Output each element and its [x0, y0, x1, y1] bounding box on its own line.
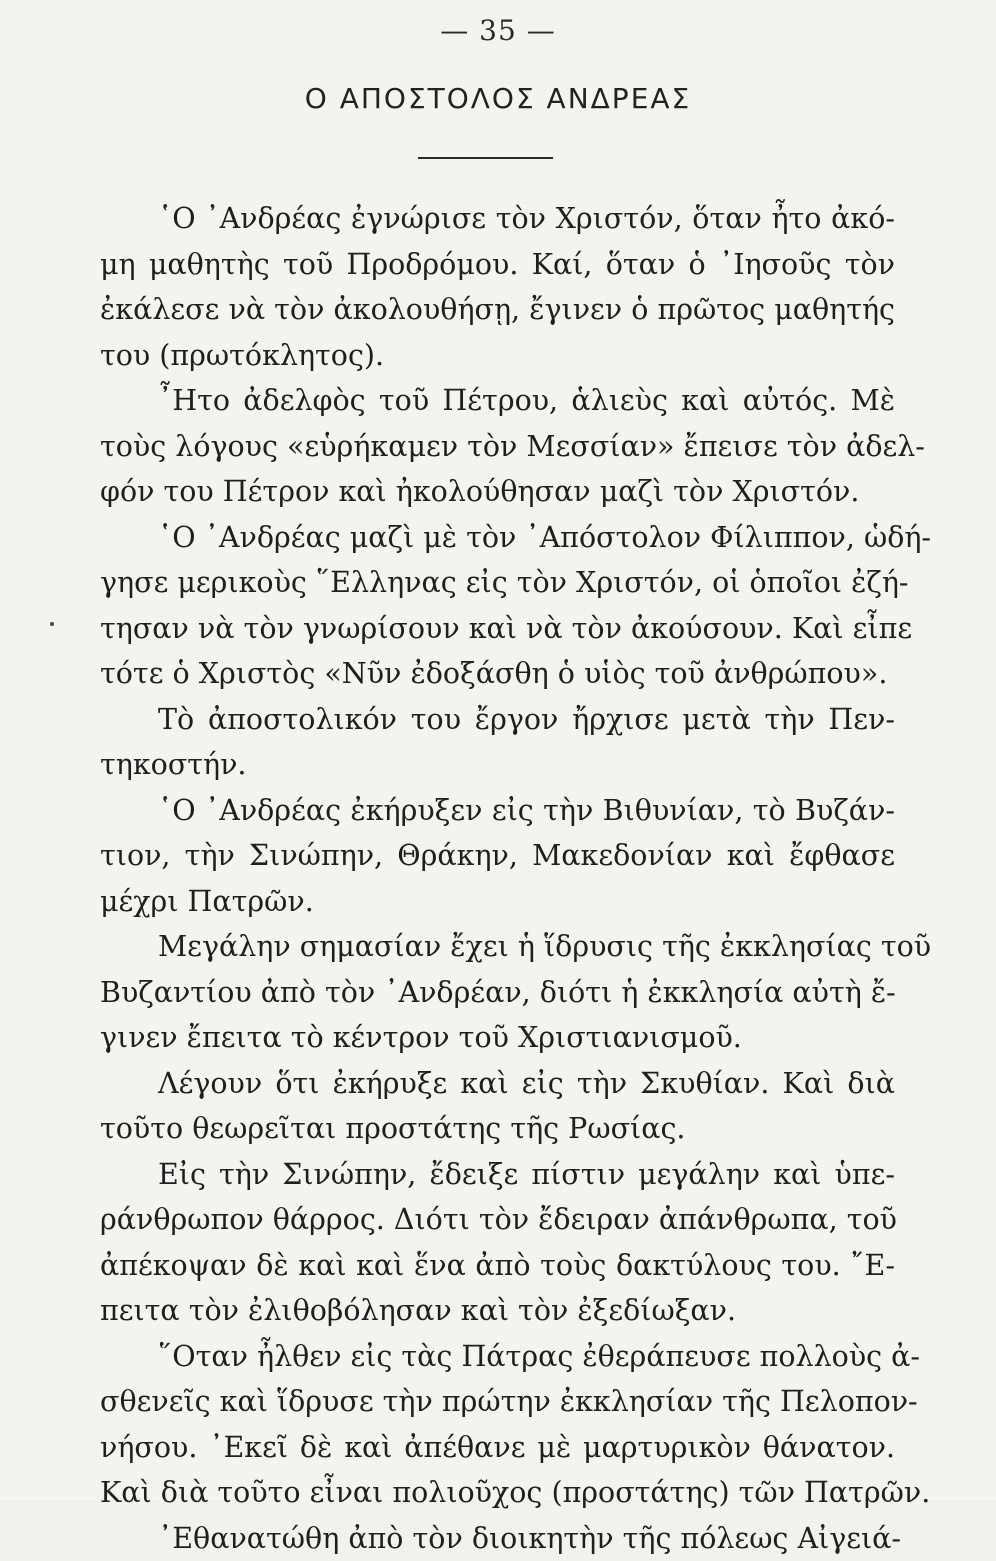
text-line: ῞Οταν ἦλθεν εἰς τὰς Πάτρας ἐθεράπευσε πολλοὺς ἀ- [100, 1334, 895, 1380]
text-line: γησε μερικοὺς ῞Ελληνας εἰς τὸν Χριστόν, οἱ ὁποῖοι ἐζή- [100, 560, 895, 606]
text-line: γινεν ἔπειτα τὸ κέντρον τοῦ Χριστιανισμοῦ. [100, 1015, 895, 1061]
body-text [100, 196, 895, 1561]
text-line: τοὺς λόγους «εὑρήκαμεν τὸν Μεσσίαν» ἔπεισε τὸν ἀδελ- [100, 424, 895, 470]
text-line: σθενεῖς καὶ ἵδρυσε τὴν πρώτην ἐκκλησίαν τῆς Πελοπον- [100, 1379, 895, 1425]
text-line: ῾Ο ᾿Ανδρέας ἐκήρυξεν εἰς τὴν Βιθυνίαν, τὸ Βυζάν- [100, 788, 895, 834]
text-line: Μεγάλην σημασίαν ἔχει ἡ ἵδρυσις τῆς ἐκκλησίας τοῦ [100, 924, 895, 970]
text-line: ῾Ο ᾿Ανδρέας ἐγνώρισε τὸν Χριστόν, ὅταν ἦτο ἀκό- [100, 196, 895, 242]
text-line: ἀπέκοψαν δὲ καὶ καὶ ἕνα ἀπὸ τοὺς δακτύλους του. ῎Ε- [100, 1243, 895, 1289]
page-number: — 35 — [0, 14, 996, 47]
text-line: Τὸ ἀποστολικόν του ἔργον ἤρχισε μετὰ τὴν Πεν- [100, 697, 895, 743]
text-line: νήσου. ᾿Εκεῖ δὲ καὶ ἀπέθανε μὲ μαρτυρικὸν θάνατον. [100, 1425, 895, 1471]
margin-mark [50, 622, 54, 626]
text-line: μέχρι Πατρῶν. [100, 879, 895, 925]
text-line: τότε ὁ Χριστὸς «Νῦν ἐδοξάσθη ὁ υἱὸς τοῦ ἀνθρώπου». [100, 651, 895, 697]
text-line: μη μαθητὴς τοῦ Προδρόμου. Καί, ὅταν ὁ ᾿Ιησοῦς τὸν [100, 242, 895, 288]
text-line: τοῦτο θεωρεῖται προστάτης τῆς Ρωσίας. [100, 1106, 895, 1152]
text-line: τηκοστήν. [100, 742, 895, 788]
text-line: τησαν νὰ τὸν γνωρίσουν καὶ νὰ τὸν ἀκούσουν. Καὶ εἶπε [100, 606, 895, 652]
chapter-title: Ο ΑΠΟΣΤΟΛΟΣ ΑΝΔΡΕΑΣ [0, 82, 996, 115]
text-line: Λέγουν ὅτι ἐκήρυξε καὶ εἰς τὴν Σκυθίαν. Καὶ διὰ [100, 1061, 895, 1107]
text-line: ἐκάλεσε νὰ τὸν ἀκολουθήσῃ, ἔγινεν ὁ πρῶτος μαθητής [100, 287, 895, 333]
text-line: φόν του Πέτρον καὶ ἠκολούθησαν μαζὶ τὸν Χριστόν. [100, 469, 895, 515]
title-underline [418, 157, 553, 159]
text-line: ῾Ο ᾿Ανδρέας μαζὶ μὲ τὸν ᾿Απόστολον Φίλιππον, ὡδή- [100, 515, 895, 561]
text-line: ῏Ητο ἀδελφὸς τοῦ Πέτρου, ἁλιεὺς καὶ αὐτός. Μὲ [100, 378, 895, 424]
text-line: Καὶ διὰ τοῦτο εἶναι πολιοῦχος (προστάτης) τῶν Πατρῶν. [100, 1470, 895, 1516]
text-line: ᾿Εθανατώθη ἀπὸ τὸν διοικητὴν τῆς πόλεως Αἰγειά- [100, 1516, 895, 1561]
text-line: του (πρωτόκλητος). [100, 333, 895, 379]
text-line: τιον, τὴν Σινώπην, Θράκην, Μακεδονίαν καὶ ἔφθασε [100, 833, 895, 879]
text-line: πειτα τὸν ἐλιθοβόλησαν καὶ τὸν ἐξεδίωξαν. [100, 1288, 895, 1334]
text-line: ράνθρωπον θάρρος. Διότι τὸν ἔδειραν ἀπάνθρωπα, τοῦ [100, 1197, 895, 1243]
text-line: Βυζαντίου ἀπὸ τὸν ᾿Ανδρέαν, διότι ἡ ἐκκλησία αὐτὴ ἔ- [100, 970, 895, 1016]
text-line: Εἰς τὴν Σινώπην, ἔδειξε πίστιν μεγάλην καὶ ὑπε- [100, 1152, 895, 1198]
